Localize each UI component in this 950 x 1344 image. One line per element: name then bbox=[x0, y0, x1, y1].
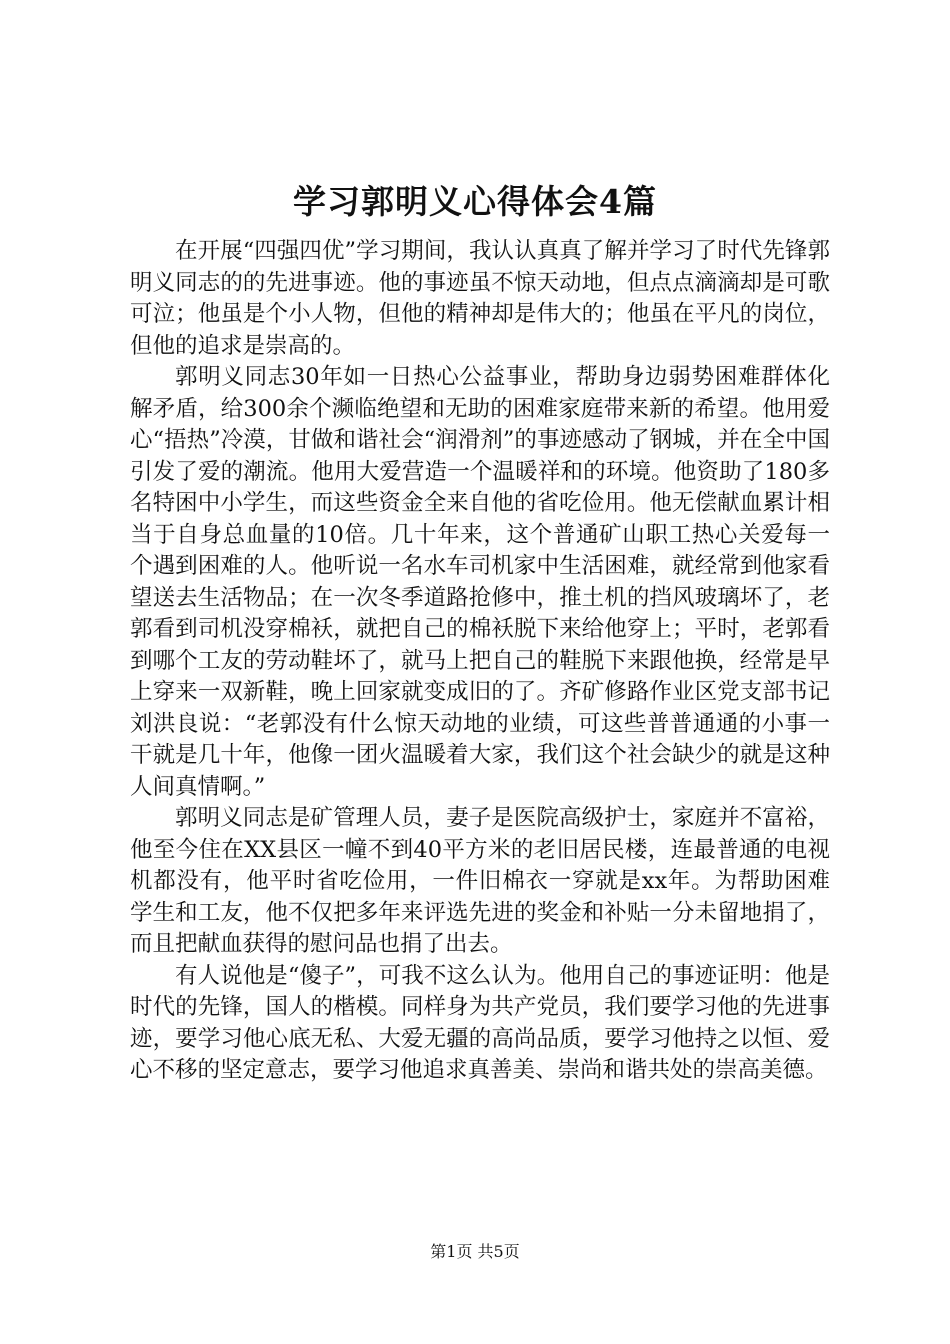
paragraph: 郭明义同志是矿管理人员，妻子是医院高级护士，家庭并不富裕，他至今住在XX县区一幢不到40平方米的老旧居民楼，连最普通的电视机都没有，他平时省吃俭用，一件旧棉衣一穿就是xx年。为帮助困难学生和工友，他不仅把多年来评选先进的奖金和补贴一分未留地捐了，而且把献血获得的慰问品也捐了出去。 bbox=[130, 805, 830, 957]
paragraph: 郭明义同志30年如一日热心公益事业，帮助身边弱势困难群体化解矛盾，给300余个濒临绝望和无助的困难家庭带来新的希望。他用爱心“捂热”冷漠，甘做和谐社会“润滑剂”的事迹感动了钢城，并在全中国引发了爱的潮流。他用大爱营造一个温暖祥和的环境。他资助了180多名特困中小学生，而这些资金全来自他的省吃俭用。他无偿献血累计相当于自身总血量的10倍。几十年来，这个普通矿山职工热心关爱每一个遇到困难的人。他听说一名水车司机家中生活困难，就经常到他家看望送去生活物品；在一次冬季道路抢修中，推土机的挡风玻璃坏了，老郭看到司机没穿棉袄，就把自己的棉袄脱下来给他穿上；平时，老郭看到哪个工友的劳动鞋坏了，就马上把自己的鞋脱下来跟他换，经常是早上穿来一双新鞋，晚上回家就变成旧的了。齐矿修路作业区党支部书记刘洪良说：“老郭没有什么惊天动地的业绩，可这些普普通通的小事一干就是几十年，他像一团火温暖着大家，我们这个社会缺少的就是这种人间真情啊。” bbox=[130, 364, 830, 800]
document-title: 学习郭明义心得体会4篇 bbox=[293, 182, 657, 221]
page-footer: 第1页 共5页 bbox=[430, 1242, 520, 1261]
document-body bbox=[130, 236, 830, 1087]
paragraph: 在开展“四强四优”学习期间，我认认真真了解并学习了时代先锋郭明义同志的的先进事迹。他的事迹虽不惊天动地，但点点滴滴却是可歌可泣；他虽是个小人物，但他的精神却是伟大的；他虽在平凡的岗位，但他的追求是崇高的。 bbox=[130, 238, 830, 359]
paragraph: 有人说他是“傻子”，可我不这么认为。他用自己的事迹证明：他是时代的先锋，国人的楷模。同样身为共产党员，我们要学习他的先进事迹，要学习他心底无私、大爱无疆的高尚品质，要学习他持之以恒、爱心不移的坚定意志，要学习他追求真善美、崇尚和谐共处的崇高美德。 bbox=[130, 962, 830, 1083]
